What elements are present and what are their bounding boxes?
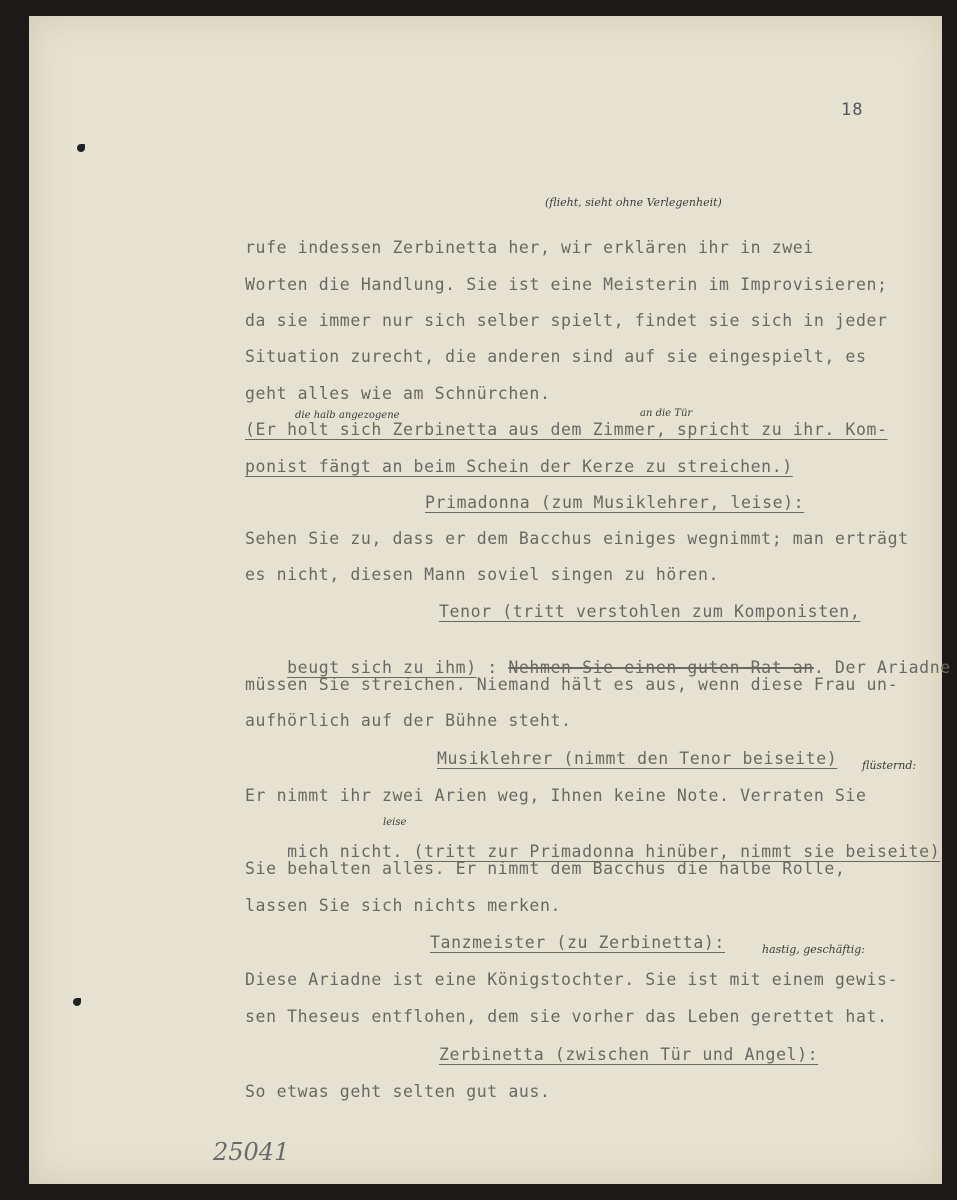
text-line: geht alles wie am Schnürchen. (245, 384, 551, 403)
handwritten-annotation: die halb angezogene (295, 410, 400, 421)
text-line: müssen Sie streichen. Niemand hält es aus, wenn diese Frau un- (245, 675, 899, 694)
handwritten-annotation: hastig, geschäftig: (762, 943, 866, 956)
struck-text: Nehmen Sie einen guten Rat an (508, 658, 814, 677)
document-page (29, 16, 951, 1184)
text-line: Sie behalten alles. Er nimmt dem Bacchus die halbe Rolle, (245, 859, 846, 878)
handwritten-annotation: (flieht, sieht ohne Verlegenheit) (545, 196, 722, 209)
text-line: rufe indessen Zerbinetta her, wir erklären ihr in zwei (245, 238, 814, 257)
handwritten-annotation: leise (383, 817, 407, 828)
speaker-heading: Tenor (tritt verstohlen zum Komponisten, (439, 602, 861, 621)
stage-direction: beugt sich zu ihm) (287, 658, 477, 677)
speaker-heading: Zerbinetta (zwischen Tür und Angel): (439, 1045, 819, 1064)
speaker-heading: Musiklehrer (nimmt den Tenor beiseite) (437, 749, 838, 768)
handwritten-annotation: an die Tür (640, 408, 693, 419)
text-line: Situation zurecht, die anderen sind auf sie eingespielt, es (245, 347, 867, 366)
text-run: . Der Ariadne (813, 658, 951, 677)
page-number: 18 (841, 100, 864, 120)
speaker-heading: Tanzmeister (zu Zerbinetta): (430, 933, 725, 952)
text-line: Diese Ariadne ist eine Königstochter. Sie ist mit einem gewis- (245, 970, 899, 989)
text-line: aufhörlich auf der Bühne steht. (245, 711, 572, 730)
colon-separator: : (476, 658, 509, 677)
text-line: Worten die Handlung. Sie ist eine Meisterin im Improvisieren; (245, 275, 888, 294)
text-line: da sie immer nur sich selber spielt, findet sie sich in jeder (245, 311, 888, 330)
speaker-heading: Primadonna (zum Musiklehrer, leise): (425, 493, 805, 512)
stage-direction: (tritt zur Primadonna hinüber, nimmt sie beiseite) (413, 842, 941, 861)
text-line: sen Theseus entflohen, dem sie vorher das Leben gerettet hat. (245, 1007, 888, 1026)
stage-direction-line: (Er holt sich Zerbinetta aus dem Zimmer, spricht zu ihr. Kom- (245, 420, 888, 439)
punch-hole-mark (73, 998, 81, 1006)
handwritten-annotation: flüsternd: (862, 759, 917, 772)
text-run: mich nicht. (287, 842, 414, 861)
text-line: Er nimmt ihr zwei Arien weg, Ihnen keine Note. Verraten Sie (245, 786, 867, 805)
text-line: So etwas geht selten gut aus. (245, 1082, 551, 1101)
handwritten-archive-number: 25041 (213, 1138, 290, 1166)
text-line: lassen Sie sich nichts merken. (245, 896, 562, 915)
text-line: Sehen Sie zu, dass er dem Bacchus einiges wegnimmt; man erträgt (245, 529, 909, 548)
punch-hole-mark (77, 144, 85, 152)
stage-direction-line: ponist fängt an beim Schein der Kerze zu streichen.) (245, 457, 793, 476)
text-line: es nicht, diesen Mann soviel singen zu hören. (245, 565, 720, 584)
